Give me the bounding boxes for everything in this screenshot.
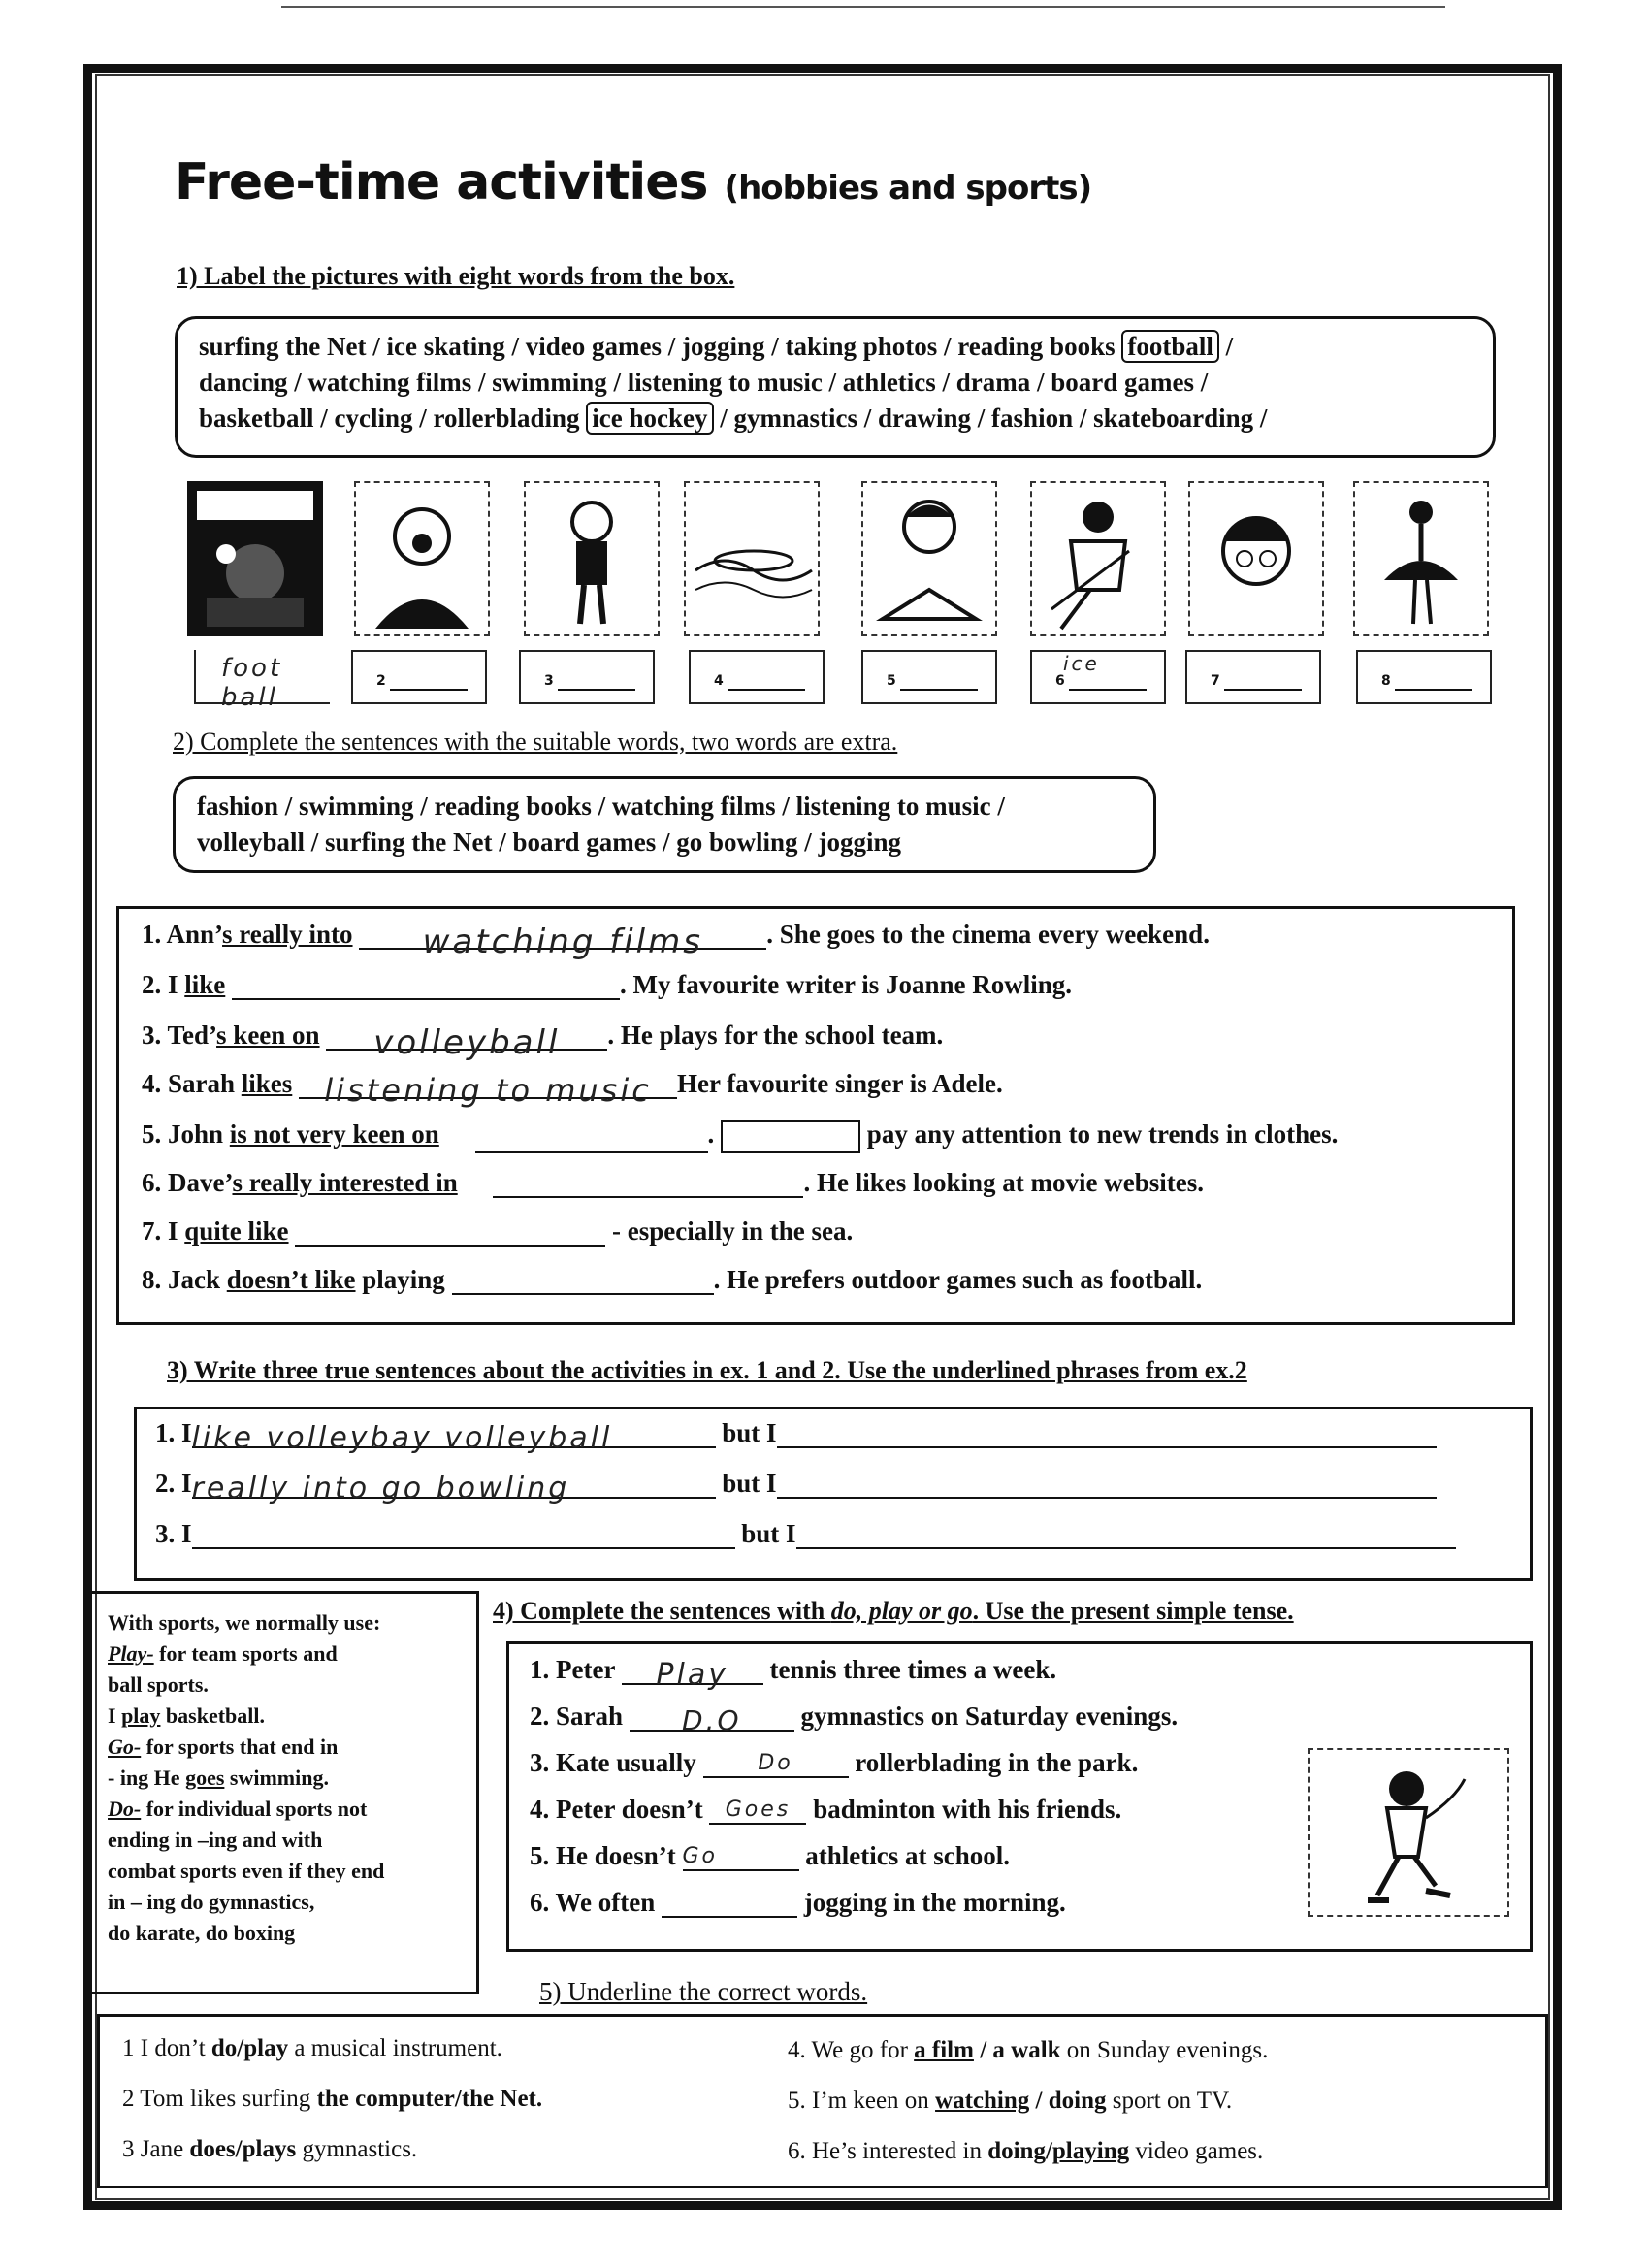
ex2-sentence-2: 2. I like . My favourite writer is Joanne Rowling. xyxy=(142,970,1072,999)
label-box-2[interactable]: 2 xyxy=(351,650,487,704)
answer-blank[interactable] xyxy=(796,1522,1456,1549)
ex5-item-2: 2 Tom likes surfing the computer/the Net. xyxy=(122,2086,543,2112)
ex2-sentence-8: 8. Jack doesn’t like playing . He prefers outdoor games such as football. xyxy=(142,1265,1203,1294)
answer-blank[interactable] xyxy=(662,1891,797,1918)
answer-blank[interactable] xyxy=(493,1171,803,1198)
ex5-item-3: 3 Jane does/plays gymnastics. xyxy=(122,2136,418,2162)
ex4-row-5: 5. He doesn’t Go athletics at school. xyxy=(530,1841,1010,1870)
answer-blank[interactable] xyxy=(192,1522,735,1549)
ex1-box-line-1: surfing the Net / ice skating / video games / jogging / taking photos / reading books football / xyxy=(199,332,1234,361)
answer-blank[interactable]: like volleybay volleyball xyxy=(192,1421,716,1448)
ex4-heading: 4) Complete the sentences with do, play or go. Use the present simple tense. xyxy=(493,1597,1294,1625)
label-box-8[interactable]: 8 xyxy=(1356,650,1492,704)
ex1-word-box xyxy=(175,316,1496,458)
answer-blank[interactable] xyxy=(777,1421,1437,1448)
grammar-rule-box: With sports, we normally use: Play- for team sports and ball sports. I play basketball. Go- for sports that end in - ing He goes swimming. Do- for individual sports not ending in –ing and with combat sports even if they end in – ing do gymnastics, do karate, do boxing xyxy=(89,1591,479,1994)
ex2-sentence-5: 5. John is not very keen on . pay any attention to new trends in clothes. xyxy=(142,1119,1338,1153)
top-rule xyxy=(281,6,1445,8)
ex2-sentence-6: 6. Dave’s really interested in . He likes looking at movie websites. xyxy=(142,1168,1204,1197)
answer-blank[interactable]: watching films xyxy=(359,923,766,950)
label-answer: foot ball xyxy=(221,654,283,712)
label-box-6[interactable]: 6 ice xyxy=(1030,650,1166,704)
ex5-item-4: 4. We go for a film / a walk on Sunday evenings. xyxy=(788,2037,1269,2063)
ex2-sentence-1: 1. Ann’s really into watching films . She goes to the cinema every weekend. xyxy=(142,920,1210,961)
ex4-row-3: 3. Kate usually Do rollerblading in the park. xyxy=(530,1748,1139,1777)
covered-word-box xyxy=(721,1120,860,1153)
answer-blank[interactable]: Play xyxy=(622,1658,763,1685)
ex2-sentence-7: 7. I quite like - especially in the sea. xyxy=(142,1216,854,1246)
picture-dancing xyxy=(1353,481,1489,636)
ex2-box-line-2: volleyball / surfing the Net / board games / go bowling / jogging xyxy=(197,827,902,857)
ex3-row-3: 3. I but I xyxy=(155,1519,1456,1549)
answer-blank[interactable] xyxy=(295,1219,605,1247)
title-main: Free-time activities xyxy=(175,153,708,211)
circled-word: football xyxy=(1121,330,1219,363)
ex3-row-2: 2. Ireally into go bowling but I xyxy=(155,1469,1437,1499)
picture-rollerblading xyxy=(1308,1748,1509,1917)
ex4-row-4: 4. Peter doesn’t Goes badminton with his friends. xyxy=(530,1795,1122,1824)
circled-word: ice hockey xyxy=(586,402,713,435)
ex5-heading: 5) Underline the correct words. xyxy=(539,1977,868,2006)
picture-child-3 xyxy=(524,481,660,636)
label-box-1[interactable] xyxy=(194,650,330,712)
ex2-sentence-4: 4. Sarah likes listening to music Her favourite singer is Adele. xyxy=(142,1069,1003,1109)
label-box-4[interactable]: 4 xyxy=(689,650,824,704)
answer-blank[interactable]: listening to music xyxy=(299,1072,677,1099)
answer-blank[interactable]: really into go bowling xyxy=(192,1472,716,1499)
label-box-5[interactable]: 5 xyxy=(861,650,997,704)
picture-football xyxy=(187,481,323,636)
answer-blank[interactable] xyxy=(452,1268,714,1295)
ex2-box-line-1: fashion / swimming / reading books / watching films / listening to music / xyxy=(197,792,1005,821)
title-sub: (hobbies and sports) xyxy=(724,169,1092,208)
ex3-row-1: 1. Ilike volleybay volleyball but I xyxy=(155,1418,1437,1448)
answer-blank[interactable] xyxy=(777,1472,1437,1499)
label-box-7[interactable]: 7 xyxy=(1185,650,1321,704)
ex3-heading: 3) Write three true sentences about the activities in ex. 1 and 2. Use the underlined phrases from ex.2 xyxy=(167,1356,1247,1384)
ex4-row-2: 2. Sarah D.O gymnastics on Saturday evenings. xyxy=(530,1701,1179,1736)
ex5-item-6: 6. He’s interested in doing/playing video games. xyxy=(788,2138,1264,2164)
ex2-sentences-box xyxy=(116,906,1515,1325)
picture-girl-glasses xyxy=(1188,481,1324,636)
ex1-box-line-3: basketball / cycling / rollerblading ice hockey / gymnastics / drawing / fashion / skateboarding / xyxy=(199,404,1268,433)
ex4-row-1: 1. Peter Play tennis three times a week. xyxy=(530,1655,1057,1692)
answer-blank[interactable]: Goes xyxy=(709,1798,806,1825)
answer-blank[interactable]: D.O xyxy=(630,1704,794,1732)
ex5-item-5: 5. I’m keen on watching / doing sport on TV. xyxy=(788,2088,1233,2114)
answer-blank[interactable]: volleyball xyxy=(326,1023,607,1051)
picture-reading xyxy=(861,481,997,636)
ex1-box-line-2: dancing / watching films / swimming / listening to music / athletics / drama / board games / xyxy=(199,368,1209,397)
picture-child-2 xyxy=(354,481,490,636)
answer-blank[interactable]: Go xyxy=(683,1844,799,1871)
answer-blank[interactable] xyxy=(232,973,620,1000)
label-box-3[interactable]: 3 xyxy=(519,650,655,704)
ex1-heading: 1) Label the pictures with eight words from the box. xyxy=(177,262,735,290)
ex2-word-box xyxy=(173,776,1156,873)
ex4-row-6: 6. We often jogging in the morning. xyxy=(530,1888,1066,1917)
answer-blank[interactable]: Do xyxy=(703,1751,849,1778)
page-title xyxy=(175,153,1091,211)
picture-swimming xyxy=(684,481,820,636)
ex2-heading: 2) Complete the sentences with the suitable words, two words are extra. xyxy=(173,728,898,756)
answer-blank[interactable] xyxy=(475,1126,708,1153)
ex5-item-1: 1 I don’t do/play a musical instrument. xyxy=(122,2035,502,2061)
picture-ice-hockey xyxy=(1030,481,1166,636)
ex2-sentence-3: 3. Ted’s keen on volleyball . He plays for the school team. xyxy=(142,1021,944,1062)
